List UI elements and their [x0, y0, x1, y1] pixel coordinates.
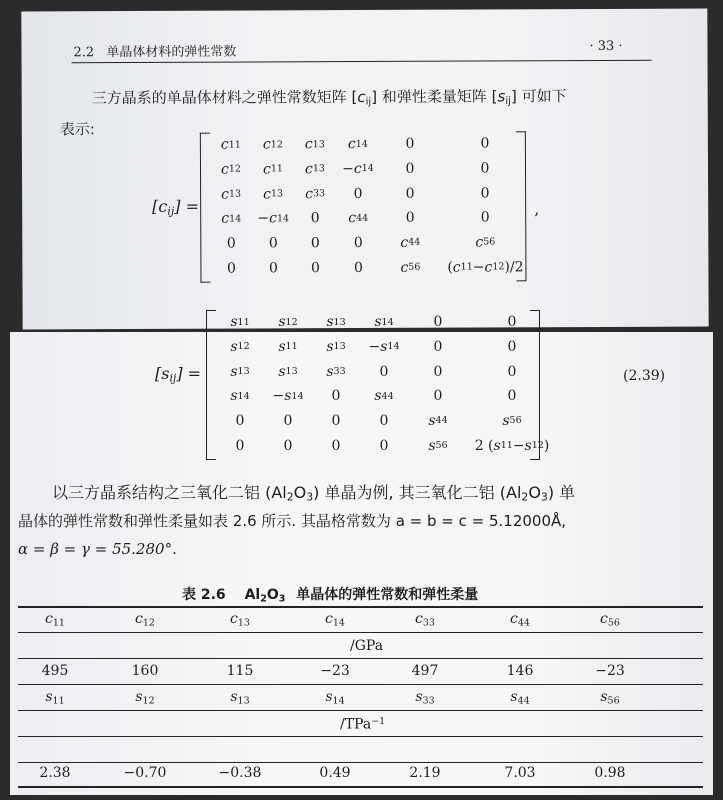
table-rule	[18, 632, 703, 633]
matrix-entry: s 14	[374, 314, 394, 331]
table-rule	[18, 710, 703, 711]
table-header-cell: $s_{56}$	[600, 689, 620, 707]
c-matrix-left-bracket	[200, 133, 211, 283]
matrix-entry: s 11	[230, 314, 250, 331]
matrix-entry: s 56	[502, 412, 522, 429]
matrix-entry: s 13	[230, 363, 250, 380]
c-unit: /GPa	[350, 638, 384, 654]
matrix-entry: c 11	[220, 136, 241, 153]
table-cell: 2.38	[39, 765, 71, 781]
table-rule	[18, 684, 703, 685]
matrix-entry: 0	[310, 210, 320, 227]
matrix-entry: 0	[405, 160, 415, 177]
table-cell: −0.38	[218, 765, 262, 781]
matrix-entry: 0	[235, 412, 245, 429]
page-number: · 33 ·	[589, 38, 623, 55]
matrix-entry: 0	[353, 234, 363, 252]
header-rule	[72, 60, 652, 64]
matrix-entry: s 44	[374, 388, 394, 405]
matrix-entry: 0	[433, 388, 443, 405]
matrix-entry: 0	[405, 136, 415, 153]
matrix-entry: c 13	[263, 186, 284, 203]
table-header-cell: $s_{13}$	[230, 689, 250, 707]
matrix-entry: 0	[433, 363, 443, 380]
matrix-entry: 0	[331, 437, 341, 454]
matrix-entry: 0	[480, 185, 490, 202]
matrix-entry: − s 14	[272, 388, 304, 405]
matrix-entry: 0	[353, 259, 363, 276]
matrix-entry: s 12	[278, 314, 298, 331]
c-matrix-comma: ,	[534, 199, 540, 219]
matrix-entry: 0	[507, 338, 517, 355]
matrix-entry: 0	[379, 437, 389, 454]
matrix-entry: c 56	[475, 234, 496, 251]
matrix-entry: 0	[507, 363, 517, 380]
table-cell: 497	[411, 663, 439, 679]
matrix-entry: 0	[310, 259, 320, 276]
matrix-entry: 0	[405, 185, 415, 202]
matrix-entry: 0	[331, 388, 341, 405]
matrix-entry: s 13	[326, 338, 346, 355]
table-header-cell: $s_{33}$	[415, 689, 435, 707]
matrix-entry: s 56	[428, 437, 448, 454]
matrix-entry: c 56	[400, 259, 421, 276]
matrix-entry: − c 14	[257, 210, 290, 227]
matrix-entry: c 11	[262, 161, 283, 178]
table-cell: 2.19	[409, 765, 441, 781]
matrix-entry: 0	[283, 437, 293, 454]
matrix-entry: 0	[480, 209, 490, 226]
para-line-1: 以三方晶系结构之三氧化二铝 $(Al_2O_3)$ 单晶为例, 其三氧化二铝 $(Al_2O_3)$ 单	[52, 483, 576, 504]
s-matrix-left-bracket	[206, 310, 216, 460]
table-header-cell: $c_{11}$	[45, 611, 65, 629]
table-header-cell: $c_{13}$	[230, 611, 250, 629]
matrix-entry: 0	[379, 412, 389, 429]
matrix-entry: 0	[268, 260, 278, 277]
intro-line-1: 三方晶系的单晶体材料之弹性常数矩阵 $[c_{ij}]$ 和弹性柔量矩阵 $[s_{ij}]$ 可如下	[91, 87, 567, 108]
matrix-entry: c 13	[304, 136, 325, 153]
matrix-entry: s 13	[278, 363, 298, 380]
running-header	[73, 41, 236, 61]
table-header-cell: $c_{44}$	[510, 611, 530, 629]
matrix-entry: 0	[507, 388, 517, 405]
matrix-entry: 0	[226, 260, 236, 277]
matrix-entry: 0	[379, 363, 389, 380]
table-caption: 表 2.6 $Al_2O_3$ 单晶体的弹性常数和弹性柔量	[182, 587, 479, 605]
table-cell: 115	[226, 663, 254, 679]
matrix-entry: c 44	[348, 210, 369, 227]
matrix-entry: s 14	[230, 388, 250, 405]
matrix-entry: s 44	[428, 412, 448, 429]
table-cell: 146	[506, 663, 534, 679]
table-cell: 495	[41, 663, 69, 679]
matrix-entry: 0	[480, 160, 490, 177]
table-cell: 0.49	[319, 765, 351, 781]
photo-lower-page	[10, 314, 713, 795]
c-matrix-right-bracket	[516, 131, 527, 281]
table-cell: 0.98	[594, 765, 626, 781]
table-header-cell: $s_{11}$	[45, 689, 65, 707]
table-header-cell: $c_{56}$	[600, 611, 620, 629]
matrix-entry: 0	[433, 338, 443, 355]
matrix-entry: 0	[310, 235, 320, 252]
matrix-entry: c 33	[305, 185, 326, 202]
para-line-3: α = β = γ = 55.280°.	[18, 540, 177, 558]
matrix-entry: − c 14	[342, 160, 374, 178]
table-cell: −23	[595, 663, 625, 679]
matrix-entry: 0	[268, 235, 278, 252]
table-top-rule	[18, 606, 703, 608]
s-matrix-grid	[216, 310, 550, 458]
s-matrix-label: $[s_{ij}]$ =	[155, 364, 202, 385]
matrix-entry: s 33	[326, 363, 346, 380]
matrix-entry: c 14	[347, 136, 368, 153]
matrix-entry: c 12	[220, 161, 241, 178]
table-cell: 7.03	[504, 765, 536, 781]
table-header-cell: $s_{14}$	[325, 689, 345, 707]
s-matrix-right-bracket	[530, 310, 540, 460]
table-header-cell: $c_{14}$	[325, 611, 345, 629]
table-header-cell: $s_{12}$	[135, 689, 155, 707]
table-cell: −23	[320, 663, 350, 679]
matrix-entry: 0	[507, 314, 517, 331]
matrix-entry: ( c 11 − c 12 )/2	[447, 258, 524, 276]
c-matrix-grid	[210, 131, 531, 280]
matrix-entry: c 13	[304, 161, 325, 178]
matrix-entry: s 12	[230, 338, 250, 355]
section-number: 2.2	[73, 45, 95, 61]
c-matrix-label: $[c_{ij}]$ =	[152, 196, 199, 218]
table-header-cell: $c_{33}$	[415, 611, 435, 629]
matrix-entry: s 13	[326, 314, 346, 331]
matrix-entry: 0	[480, 135, 490, 152]
table-rule	[18, 658, 703, 659]
matrix-entry: c 44	[400, 234, 421, 251]
matrix-entry: − s 14	[368, 338, 400, 355]
table-header-cell: $c_{12}$	[135, 611, 155, 629]
matrix-entry: 0	[331, 412, 341, 429]
table-rule	[18, 736, 703, 737]
matrix-entry: 2 ( s 11 − s 12 )	[474, 437, 550, 454]
equation-number: (2.39)	[623, 368, 666, 384]
table-rule	[18, 762, 703, 763]
table-cell: 160	[131, 663, 159, 679]
matrix-entry: 0	[405, 210, 415, 227]
table-header-cell: $s_{44}$	[510, 689, 530, 707]
intro-line-2: 表示:	[59, 120, 95, 139]
table-bottom-rule	[18, 786, 703, 788]
matrix-entry: 0	[226, 235, 236, 252]
matrix-entry: c 14	[221, 210, 242, 227]
para-line-2: 晶体的弹性常数和弹性柔量如表 2.6 所示. 其晶格常数为 a = b = c = 5.12000Å,	[18, 512, 567, 530]
section-title: 单晶体材料的弹性常数	[106, 44, 237, 61]
matrix-entry: 0	[353, 185, 363, 202]
matrix-entry: 0	[235, 437, 245, 454]
photo-upper-page	[21, 9, 708, 330]
matrix-entry: c 13	[221, 186, 242, 203]
table-cell: −0.70	[123, 765, 167, 781]
matrix-entry: 0	[433, 314, 443, 331]
s-unit: /TPa$^{-1}$	[340, 716, 386, 733]
matrix-entry: c 12	[262, 136, 283, 153]
matrix-entry: 0	[283, 412, 293, 429]
matrix-entry: s 11	[278, 338, 298, 355]
